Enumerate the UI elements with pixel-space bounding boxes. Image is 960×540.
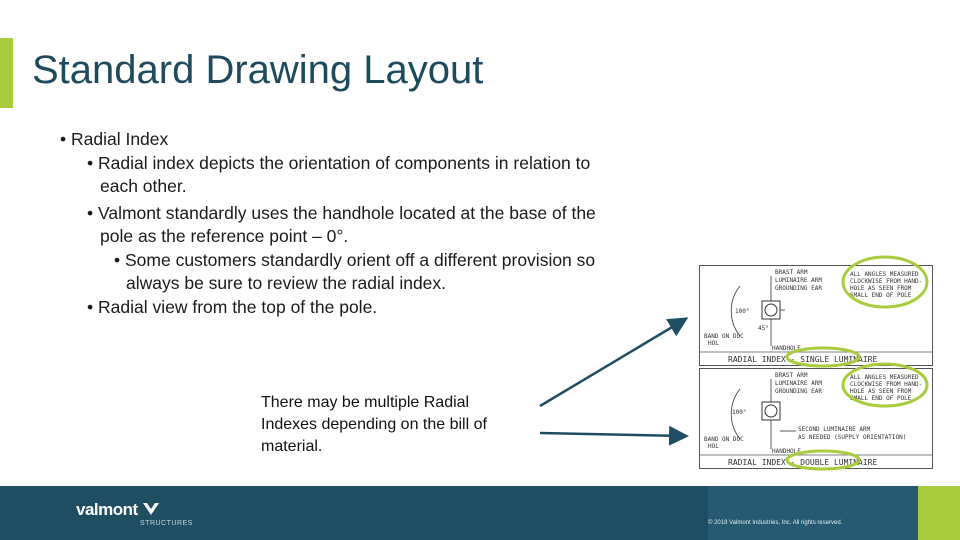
note-line: CLOCKWISE FROM HAND- [850,381,923,388]
bullet-line: each other. [100,176,187,196]
label-brast-arm: BRAST ARM [775,372,808,379]
extra-note-line: SECOND LUMINAIRE ARM [798,426,871,433]
bullet-line: • Radial view from the top of the pole. [87,297,378,317]
note-line: SMALL END OF POLE [850,395,912,402]
label-handhole: HANDHOLE [772,448,801,455]
highlight-ellipse [787,348,859,366]
callout-line: There may be multiple Radial [261,394,470,411]
highlight-ellipse [843,364,927,406]
callout-line: Indexes depending on the bill of [261,416,487,433]
base-label: HOL [708,340,719,347]
drawing-caption: RADIAL INDEX - DOUBLE LUMINAIRE [728,458,878,467]
logo-mark-icon [142,502,160,516]
drawing-caption: RADIAL INDEX - SINGLE LUMINAIRE [728,355,878,364]
logo-subtitle: STRUCTURES [140,520,193,527]
base-label: HOL [708,443,719,450]
bullet-line: pole as the reference point – 0°. [100,226,349,246]
label-luminaire-arm: LUMINAIRE ARM [775,380,822,387]
note-line: CLOCKWISE FROM HAND- [850,278,923,285]
bullet-radial-index: • Radial Index [60,129,169,149]
label-grounding-ear: GROUNDING EAR [775,285,822,292]
note-line: ALL ANGLES MEASURED [850,374,919,381]
extra-note-line: AS NEEDED (SUPPLY ORIENTATION) [798,434,907,441]
base-label: BAND ON DOC [704,333,744,340]
bullet-line: • Radial index depicts the orientation of components in relation to [87,153,591,173]
bullet-line: • Valmont standardly uses the handhole located at the base of the [87,203,596,223]
label-handhole: HANDHOLE [772,345,801,352]
note-line: HOLE AS SEEN FROM [850,388,912,395]
highlight-ellipse [843,257,927,307]
valmont-logo [76,500,160,520]
bullet-line: always be sure to review the radial index. [126,273,447,293]
angle-label: 100° [732,409,747,416]
label-luminaire-arm: LUMINAIRE ARM [775,277,822,284]
base-label: BAND ON DOC [704,436,744,443]
slide-title: Standard Drawing Layout [32,48,484,92]
bullet-line: • Some customers standardly orient off a different provision so [114,250,596,270]
arrow-to-single-index [540,320,684,406]
footer-accent [918,486,960,540]
angle-label: 45° [758,325,769,332]
label-brast-arm: BRAST ARM [775,269,808,276]
angle-label: 100° [735,308,750,315]
note-line: SMALL END OF POLE [850,292,912,299]
label-grounding-ear: GROUNDING EAR [775,388,822,395]
callout-line: material. [261,438,323,455]
copyright-text: © 2018 Valmont Industries, Inc. All rights reserved. [708,520,843,526]
note-line: ALL ANGLES MEASURED [850,271,919,278]
logo-text: valmont [76,500,138,519]
arrow-to-double-index [540,433,684,436]
note-line: HOLE AS SEEN FROM [850,285,912,292]
footer-band [708,486,918,540]
highlight-ellipse [787,451,859,469]
